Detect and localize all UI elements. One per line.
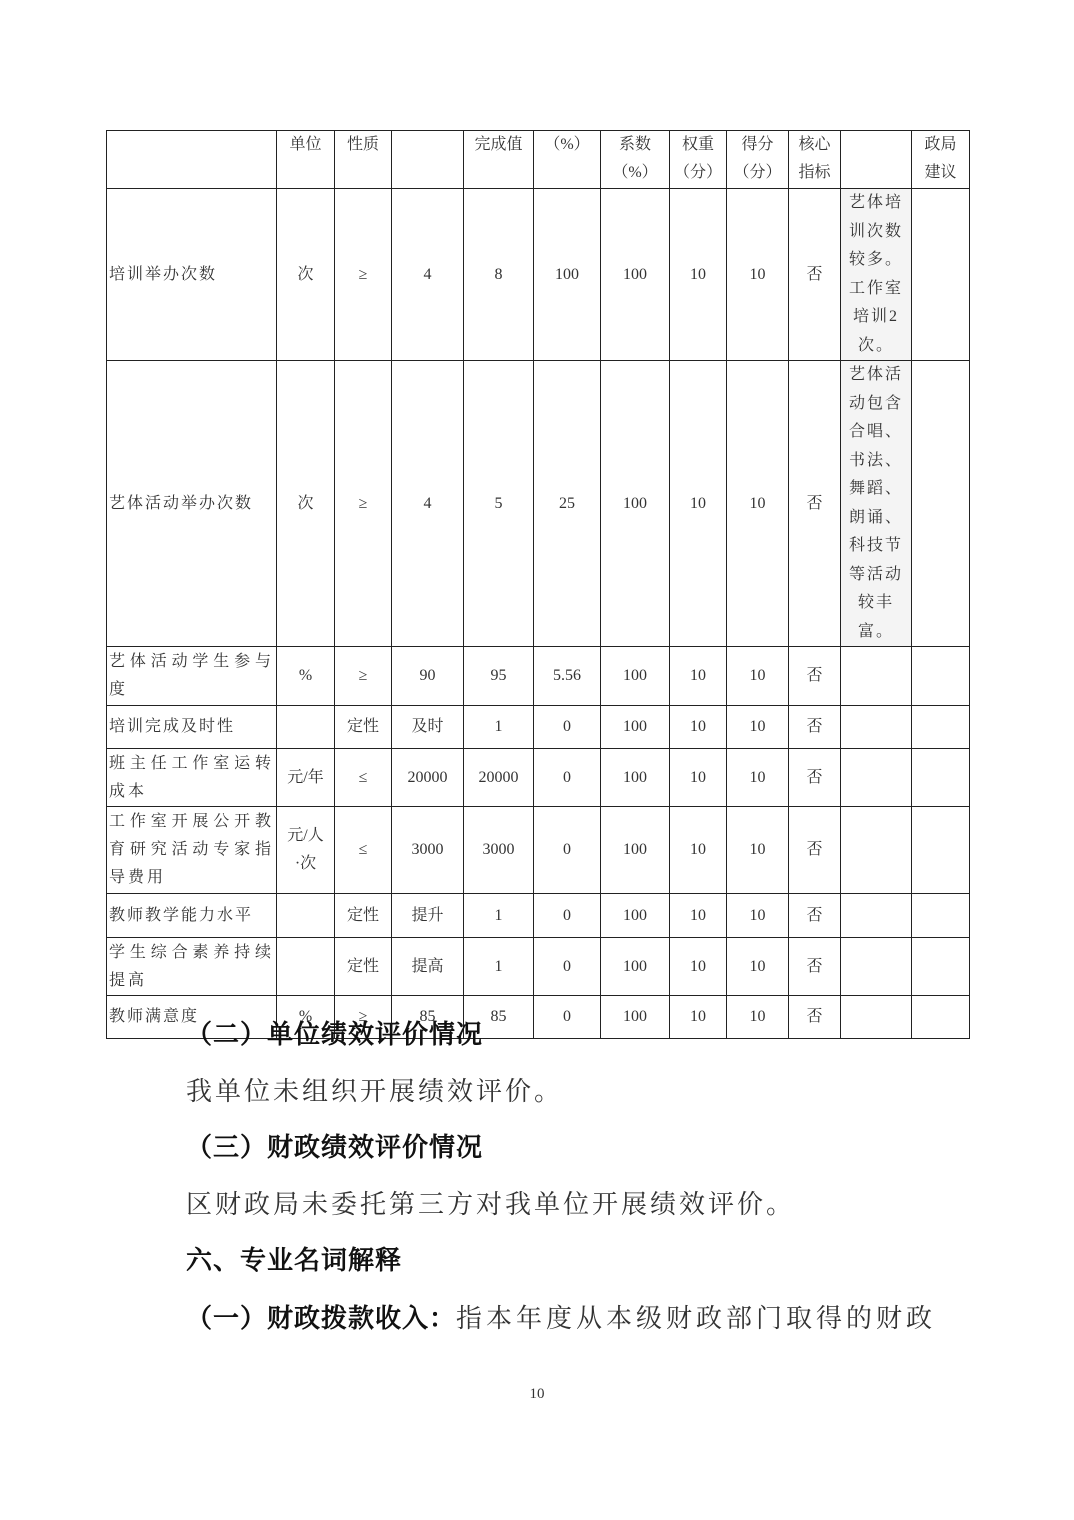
table-row [107, 706, 970, 749]
target-cell: 4 [392, 361, 464, 647]
target-cell: 85 [392, 996, 464, 1039]
weight-cell: 10 [670, 938, 727, 996]
table-row [107, 894, 970, 938]
suggestion-cell [912, 647, 970, 706]
coefficient-cell: 100 [601, 894, 670, 938]
core-indicator-cell: 否 [789, 749, 841, 807]
score-cell: 10 [727, 894, 789, 938]
header-cell: 权重（分） [670, 131, 727, 189]
weight-cell: 10 [670, 189, 727, 361]
score-cell: 10 [727, 706, 789, 749]
actual-cell: 3000 [464, 807, 534, 894]
actual-cell: 95 [464, 647, 534, 706]
comment-cell: 艺体培训次数较多。工作室培训2次。 [841, 189, 912, 361]
nature-cell: 定性 [335, 706, 392, 749]
page-number: 10 [529, 1386, 545, 1402]
core-indicator-cell: 否 [789, 938, 841, 996]
coefficient-cell: 100 [601, 938, 670, 996]
core-indicator-cell: 否 [789, 996, 841, 1039]
indicator-name-cell: 教师教学能力水平 [107, 894, 277, 938]
weight-cell: 10 [670, 647, 727, 706]
core-indicator-cell: 否 [789, 807, 841, 894]
suggestion-cell [912, 996, 970, 1039]
coefficient-cell: 100 [601, 647, 670, 706]
header-cell: 单位 [277, 131, 335, 189]
weight-cell: 10 [670, 361, 727, 647]
coefficient-cell: 100 [601, 706, 670, 749]
nature-cell: ≥ [335, 189, 392, 361]
score-cell: 10 [727, 807, 789, 894]
suggestion-cell [912, 189, 970, 361]
core-indicator-cell: 否 [789, 189, 841, 361]
suggestion-cell [912, 807, 970, 894]
table-row [107, 361, 970, 647]
score-cell: 10 [727, 189, 789, 361]
comment-cell [841, 706, 912, 749]
suggestion-cell [912, 706, 970, 749]
indicator-name-cell: 艺体活动举办次数 [107, 361, 277, 647]
table-header-row [107, 131, 970, 189]
term-text: 指本年度从本级财政部门取得的财政 [456, 1304, 937, 1334]
weight-cell: 10 [670, 749, 727, 807]
unit-cell: % [277, 647, 335, 706]
completion-pct-cell: 0 [534, 749, 601, 807]
actual-cell: 85 [464, 996, 534, 1039]
finance-eval-text: 区财政局未委托第三方对我单位开展绩效评价。 [186, 1190, 796, 1220]
target-cell: 4 [392, 189, 464, 361]
completion-pct-cell: 0 [534, 938, 601, 996]
table-row [107, 647, 970, 706]
completion-pct-cell: 5.56 [534, 647, 601, 706]
suggestion-cell [912, 938, 970, 996]
suggestion-cell [912, 749, 970, 807]
suggestion-cell [912, 894, 970, 938]
comment-cell [841, 647, 912, 706]
indicator-name-cell: 培训完成及时性 [107, 706, 277, 749]
indicator-name-cell: 学生综合素养持续提高 [107, 938, 277, 996]
coefficient-cell: 100 [601, 361, 670, 647]
unit-cell: % [277, 996, 335, 1039]
indicator-name-cell: 教师满意度 [107, 996, 277, 1039]
table-row [107, 749, 970, 807]
section-heading-unit-eval: （二）单位绩效评价情况 [186, 1020, 484, 1050]
nature-cell: ≤ [335, 749, 392, 807]
unit-cell: 元/年 [277, 749, 335, 807]
target-cell: 90 [392, 647, 464, 706]
comment-cell [841, 938, 912, 996]
nature-cell: ≥ [335, 361, 392, 647]
actual-cell: 1 [464, 706, 534, 749]
header-cell: 核心指标 [789, 131, 841, 189]
completion-pct-cell: 0 [534, 807, 601, 894]
core-indicator-cell: 否 [789, 706, 841, 749]
actual-cell: 20000 [464, 749, 534, 807]
actual-cell: 5 [464, 361, 534, 647]
header-cell: 政局建议 [912, 131, 970, 189]
unit-cell: 次 [277, 361, 335, 647]
indicator-name-cell: 班主任工作室运转成本 [107, 749, 277, 807]
indicator-name-cell: 培训举办次数 [107, 189, 277, 361]
target-cell: 提升 [392, 894, 464, 938]
score-cell: 10 [727, 647, 789, 706]
header-cell: 完成值 [464, 131, 534, 189]
header-cell [841, 131, 912, 189]
comment-cell [841, 894, 912, 938]
coefficient-cell: 100 [601, 996, 670, 1039]
table-row [107, 938, 970, 996]
header-cell: 系数（%） [601, 131, 670, 189]
unit-cell [277, 894, 335, 938]
nature-cell: 定性 [335, 938, 392, 996]
comment-cell: 艺体活动包含合唱、书法、舞蹈、朗诵、科技节等活动较丰富。 [841, 361, 912, 647]
score-cell: 10 [727, 996, 789, 1039]
completion-pct-cell: 0 [534, 996, 601, 1039]
nature-cell: ≥ [335, 996, 392, 1039]
header-cell [107, 131, 277, 189]
core-indicator-cell: 否 [789, 647, 841, 706]
completion-pct-cell: 0 [534, 706, 601, 749]
core-indicator-cell: 否 [789, 361, 841, 647]
term-label: （一）财政拨款收入： [186, 1304, 457, 1334]
coefficient-cell: 100 [601, 189, 670, 361]
core-indicator-cell: 否 [789, 894, 841, 938]
table-row [107, 189, 970, 361]
header-cell: 性质 [335, 131, 392, 189]
target-cell: 20000 [392, 749, 464, 807]
weight-cell: 10 [670, 996, 727, 1039]
actual-cell: 1 [464, 938, 534, 996]
weight-cell: 10 [670, 807, 727, 894]
target-cell: 提高 [392, 938, 464, 996]
unit-cell [277, 706, 335, 749]
completion-pct-cell: 100 [534, 189, 601, 361]
target-cell: 3000 [392, 807, 464, 894]
header-cell: 得分（分） [727, 131, 789, 189]
actual-cell: 1 [464, 894, 534, 938]
weight-cell: 10 [670, 706, 727, 749]
score-cell: 10 [727, 938, 789, 996]
table-row [107, 807, 970, 894]
section-heading-terms: 六、专业名词解释 [186, 1246, 403, 1276]
nature-cell: ≤ [335, 807, 392, 894]
actual-cell: 8 [464, 189, 534, 361]
nature-cell: ≥ [335, 647, 392, 706]
section-heading-finance-eval: （三）财政绩效评价情况 [186, 1133, 484, 1163]
coefficient-cell: 100 [601, 749, 670, 807]
score-cell: 10 [727, 749, 789, 807]
weight-cell: 10 [670, 894, 727, 938]
unit-cell: 元/人·次 [277, 807, 335, 894]
unit-eval-text: 我单位未组织开展绩效评价。 [186, 1077, 564, 1107]
comment-cell [841, 749, 912, 807]
indicator-name-cell: 工作室开展公开教育研究活动专家指导费用 [107, 807, 277, 894]
coefficient-cell: 100 [601, 807, 670, 894]
performance-indicator-table [106, 130, 970, 1039]
unit-cell: 次 [277, 189, 335, 361]
indicator-name-cell: 艺体活动学生参与度 [107, 647, 277, 706]
term-definition [186, 1298, 936, 1335]
unit-cell [277, 938, 335, 996]
header-cell: （%） [534, 131, 601, 189]
score-cell: 10 [727, 361, 789, 647]
target-cell: 及时 [392, 706, 464, 749]
header-cell [392, 131, 464, 189]
completion-pct-cell: 25 [534, 361, 601, 647]
completion-pct-cell: 0 [534, 894, 601, 938]
nature-cell: 定性 [335, 894, 392, 938]
comment-cell [841, 996, 912, 1039]
suggestion-cell [912, 361, 970, 647]
comment-cell [841, 807, 912, 894]
